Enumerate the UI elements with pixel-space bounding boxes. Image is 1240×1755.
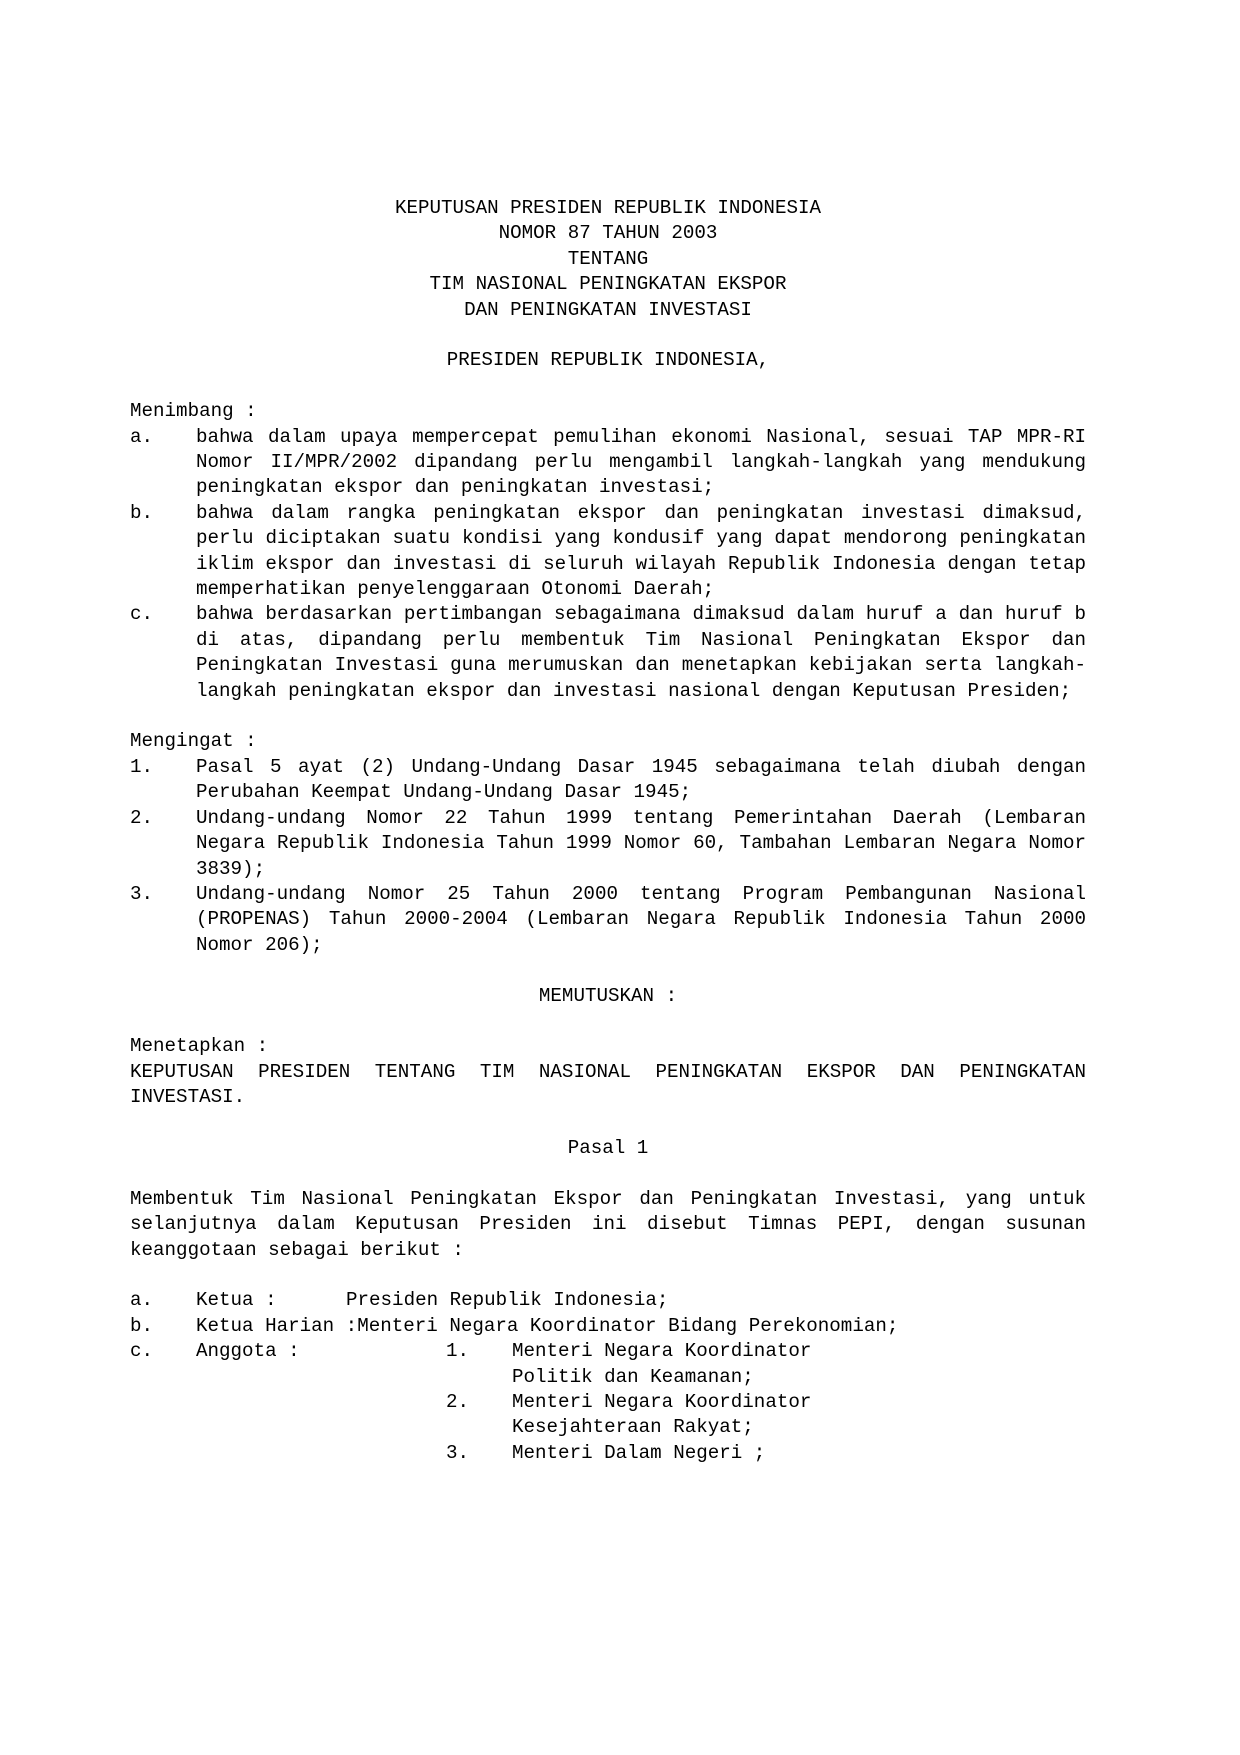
menimbang-item-a bbox=[130, 425, 1086, 501]
menetapkan-label: Menetapkan : bbox=[130, 1035, 269, 1058]
anggota-sublist bbox=[446, 1339, 1086, 1466]
list-text: Pasal 5 ayat (2) Undang-Undang Dasar 1945 sebagaimana telah diubah dengan Perubahan Keempat Undang-Undang Dasar 1945; bbox=[196, 755, 1086, 804]
spacer bbox=[130, 1161, 1086, 1186]
list-text: bahwa dalam rangka peningkatan ekspor dan peningkatan investasi dimaksud, perlu diciptakan suatu kondisi yang kondusif yang dapat mendorong peningkatan iklim ekspor dan investasi di seluruh wilayah Republik Indonesia dengan tetap memperhatikan penyelenggaraan Otonomi Daerah; bbox=[196, 501, 1086, 601]
pasal-1-paragraph: Membentuk Tim Nasional Peningkatan Ekspor dan Peningkatan Investasi, yang untuk selanjutnya dalam Keputusan Presiden ini disebut Timnas PEPI, dengan susunan keanggotaan sebagai berikut : bbox=[130, 1187, 1086, 1261]
spacer bbox=[130, 374, 1086, 399]
memutuskan-heading: MEMUTUSKAN : bbox=[538, 984, 678, 1007]
list-text: bahwa berdasarkan pertimbangan sebagaimana dimaksud dalam huruf a dan huruf b di atas, dipandang perlu membentuk Tim Nasional Peningkatan Ekspor dan Peningkatan Investasi guna merumuskan dan menetapkan kebijakan serta langkah-langkah peningkatan ekspor dan investasi nasional dengan Keputusan Presiden; bbox=[196, 603, 1086, 702]
anggota-item-1-line-2: Politik dan Keamanan; bbox=[512, 1365, 754, 1388]
pasal-1-heading: Pasal 1 bbox=[567, 1136, 649, 1159]
member-role: Ketua : bbox=[196, 1289, 277, 1312]
list-marker: 2. bbox=[130, 806, 154, 829]
sub-marker: 2. bbox=[446, 1390, 470, 1413]
document-title-line-2: NOMOR 87 TAHUN 2003 bbox=[498, 222, 718, 245]
anggota-item-1 bbox=[446, 1339, 1086, 1364]
member-row-ketua bbox=[130, 1288, 1086, 1313]
issuer-line: PRESIDEN REPUBLIK INDONESIA, bbox=[446, 349, 770, 372]
spacer bbox=[130, 1009, 1086, 1034]
member-value: Presiden Republik Indonesia; bbox=[346, 1289, 669, 1312]
list-marker: 1. bbox=[130, 755, 154, 778]
anggota-item-2-line-2: Kesejahteraan Rakyat; bbox=[512, 1416, 754, 1439]
spacer bbox=[130, 704, 1086, 729]
spacer bbox=[130, 1263, 1086, 1288]
member-marker: a. bbox=[130, 1289, 154, 1312]
member-value: Menteri Negara Koordinator Bidang Perekonomian; bbox=[357, 1314, 899, 1337]
menimbang-item-b bbox=[130, 501, 1086, 603]
mengingat-item-1 bbox=[130, 755, 1086, 806]
member-role: Ketua Harian : bbox=[196, 1314, 358, 1337]
list-marker: a. bbox=[130, 425, 154, 448]
member-role: Anggota : bbox=[196, 1340, 300, 1363]
list-marker: c. bbox=[130, 603, 154, 626]
spacer bbox=[130, 1111, 1086, 1136]
list-marker: b. bbox=[130, 501, 154, 524]
document-title-line-3: TENTANG bbox=[567, 247, 649, 270]
member-marker: b. bbox=[130, 1314, 154, 1337]
member-marker: c. bbox=[130, 1340, 154, 1363]
anggota-item-3 bbox=[446, 1441, 1086, 1466]
sub-text-line-1: Menteri Dalam Negeri ; bbox=[512, 1441, 766, 1464]
sub-text-line-1: Menteri Negara Koordinator bbox=[512, 1340, 812, 1363]
mengingat-item-2 bbox=[130, 806, 1086, 882]
spacer bbox=[130, 323, 1086, 348]
document-title-line-1: KEPUTUSAN PRESIDEN REPUBLIK INDONESIA bbox=[394, 197, 822, 219]
mengingat-label: Mengingat : bbox=[130, 730, 257, 753]
document-body bbox=[130, 196, 1086, 1466]
list-text: Undang-undang Nomor 22 Tahun 1999 tentang Pemerintahan Daerah (Lembaran Negara Republik Indonesia Tahun 1999 Nomor 60, Tambahan Lembaran Negara Nomor 3839); bbox=[196, 806, 1086, 880]
menetapkan-text: KEPUTUSAN PRESIDEN TENTANG TIM NASIONAL PENINGKATAN EKSPOR DAN PENINGKATAN INVESTASI. bbox=[130, 1060, 1086, 1109]
menimbang-item-c bbox=[130, 602, 1086, 704]
member-row-anggota bbox=[130, 1339, 1086, 1466]
mengingat-item-3 bbox=[130, 882, 1086, 958]
anggota-item-2 bbox=[446, 1390, 1086, 1415]
list-text: bahwa dalam upaya mempercepat pemulihan ekonomi Nasional, sesuai TAP MPR-RI Nomor II/MPR/2002 dipandang perlu mengambil langkah-langkah yang mendukung peningkatan ekspor dan peningkatan investasi; bbox=[196, 425, 1086, 499]
list-marker: 3. bbox=[130, 882, 154, 905]
sub-marker: 3. bbox=[446, 1441, 470, 1464]
menimbang-label: Menimbang : bbox=[130, 400, 257, 423]
document-title-line-4: TIM NASIONAL PENINGKATAN EKSPOR bbox=[429, 273, 787, 296]
document-title-line-5: DAN PENINGKATAN INVESTASI bbox=[464, 298, 752, 321]
spacer bbox=[130, 958, 1086, 983]
sub-text-line-1: Menteri Negara Koordinator bbox=[512, 1390, 812, 1413]
list-text: Undang-undang Nomor 25 Tahun 2000 tentang Program Pembangunan Nasional (PROPENAS) Tahun 2000-2004 (Lembaran Negara Republik Indonesia Tahun 2000 Nomor 206); bbox=[196, 882, 1086, 956]
sub-marker: 1. bbox=[446, 1340, 470, 1363]
member-row-ketua-harian bbox=[130, 1314, 1086, 1339]
